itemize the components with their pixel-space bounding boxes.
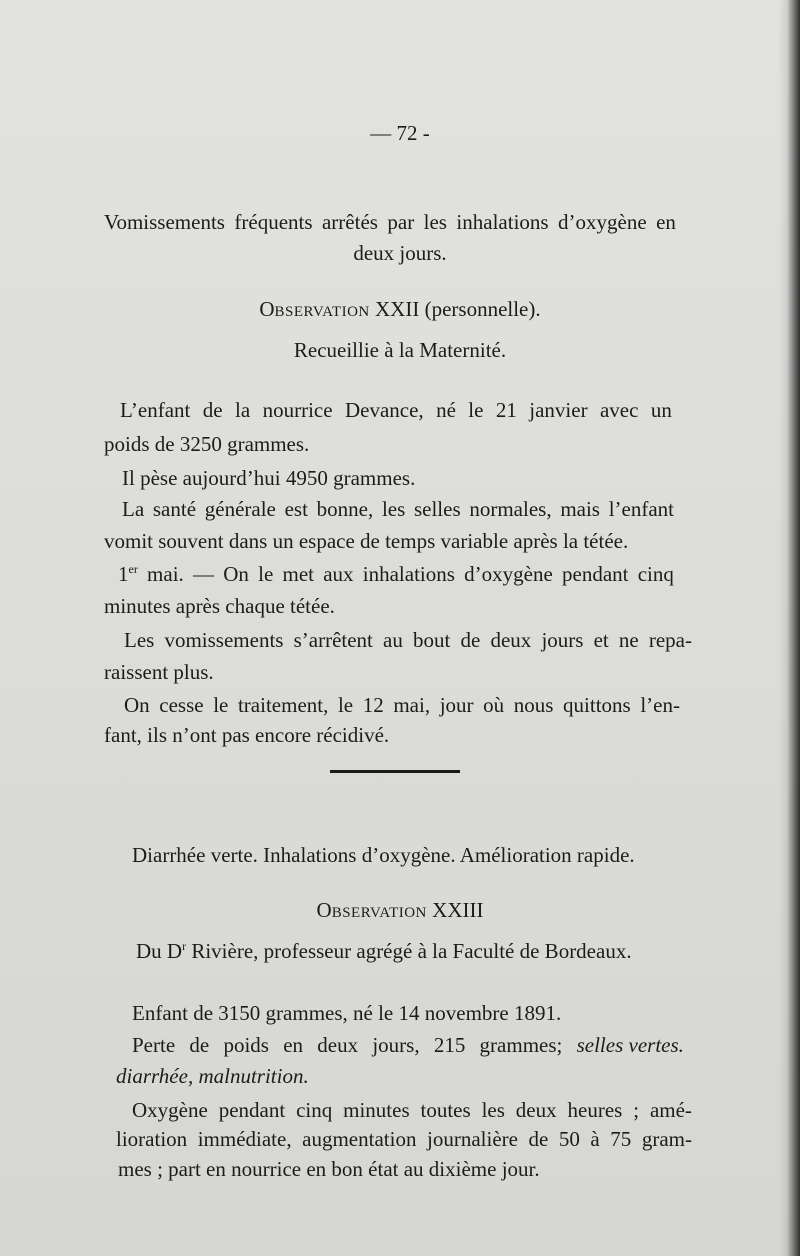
word: et: [593, 628, 609, 652]
word: de: [528, 1127, 549, 1151]
word: gram-: [641, 1127, 692, 1151]
section-divider: [330, 770, 460, 773]
obs22-p5-line1: [124, 627, 692, 653]
word: à: [590, 1127, 600, 1151]
word: Vomissements: [104, 210, 225, 234]
obs23-p2-line2: diarrhée, malnutrition.: [116, 1064, 309, 1088]
obs22-heading-line2: deux jours.: [353, 241, 447, 265]
word: La: [122, 497, 145, 521]
word: est: [284, 497, 308, 521]
obs22-p6-line2: fant, ils n’ont pas encore récidivé.: [104, 723, 390, 747]
word: heures: [567, 1098, 623, 1122]
word: la: [235, 398, 251, 422]
word: un: [650, 398, 672, 422]
word: pendant: [218, 1098, 286, 1122]
word: nourrice: [262, 398, 333, 422]
obs22-subtitle: Recueillie à la Maternité.: [293, 338, 507, 362]
word: d’oxygène: [558, 210, 647, 234]
word: selles: [413, 497, 461, 521]
obs22-p1-line1: [120, 397, 672, 423]
word: générale: [204, 497, 276, 521]
word: met: [282, 562, 314, 586]
obs22-p1-line2: poids de 3250 grammes.: [104, 432, 310, 456]
word: deux: [490, 628, 532, 652]
word: les: [481, 1098, 505, 1122]
obs23-subtitle: Du $D^r$ Rivière, professeur agrégé à la Faculté de Bordeaux.: [136, 939, 632, 963]
word: On: [223, 562, 249, 586]
word: jours,: [372, 1033, 420, 1057]
word: né: [436, 398, 456, 422]
word: deux: [515, 1098, 557, 1122]
obs22-p6-line1: [124, 692, 680, 718]
obs22-p3-line2: vomit souvent dans un espace de temps variable après la tétée.: [104, 529, 629, 553]
word: On: [124, 693, 150, 717]
word: poids: [223, 1033, 269, 1057]
obs22-title-rest: BSERVATION: [274, 304, 370, 320]
word: l’enfant: [608, 497, 674, 521]
word: mais: [560, 497, 600, 521]
word: par: [387, 210, 415, 234]
word: amé-: [649, 1098, 692, 1122]
obs22-p5-line2: raissent plus.: [104, 660, 214, 684]
word: nous: [513, 693, 554, 717]
obs23-p1-line1: Enfant de 3150 grammes, né le 14 novembre 1891.: [132, 1001, 562, 1025]
word: augmentation: [302, 1127, 417, 1151]
obs22-title-cap: O: [259, 297, 275, 321]
word: minutes: [343, 1098, 410, 1122]
word: le: [468, 398, 484, 422]
word: 50: [558, 1127, 580, 1151]
word: 12: [362, 693, 384, 717]
obs22-p4-line2: minutes après chaque tétée.: [104, 594, 335, 618]
word: Les: [124, 628, 155, 652]
word: inhalations: [456, 210, 549, 234]
word: de: [189, 1033, 210, 1057]
word: cinq: [296, 1098, 333, 1122]
word: santé: [152, 497, 197, 521]
obs22-p4-date: 1er: [118, 562, 138, 586]
word: L’enfant: [120, 398, 191, 422]
word: inhalations: [362, 562, 455, 586]
word: les: [381, 497, 406, 521]
word: 215: [433, 1033, 466, 1057]
obs22-p3-line1: [122, 496, 674, 522]
word: quittons: [563, 693, 631, 717]
word: pendant: [562, 562, 629, 586]
obs23-heading: Diarrhée verte. Inhalations d’oxygène. Amélioration rapide.: [132, 843, 635, 867]
obs22-p4-line1: [118, 561, 674, 587]
obs23-p3-line2: [116, 1126, 692, 1152]
word: 75: [610, 1127, 632, 1151]
word: jour: [439, 693, 474, 717]
word: mai,: [393, 693, 431, 717]
word: l’en-: [640, 693, 680, 717]
obs23-p3-line1: [132, 1097, 692, 1123]
word: ne: [618, 628, 639, 652]
word: en: [283, 1033, 304, 1057]
word: bonne,: [316, 497, 374, 521]
obs22-heading-line1: [104, 209, 676, 235]
word: 21: [495, 398, 517, 422]
obs22-number: XXII (personnelle).: [375, 297, 541, 321]
obs23-p2-italic: selles vertes.: [576, 1033, 684, 1057]
word: cesse: [159, 693, 204, 717]
obs23-title-cap: O: [316, 898, 332, 922]
obs23-p3-line3: mes ; part en nourrice en bon état au dixième jour.: [118, 1157, 540, 1181]
word: janvier: [529, 398, 588, 422]
word: cinq: [637, 562, 674, 586]
obs22-p2-line1: Il pèse aujourd’hui 4950 grammes.: [122, 466, 416, 490]
word: toutes: [420, 1098, 471, 1122]
word: grammes;: [479, 1033, 563, 1057]
obs23-title: [0, 897, 800, 926]
word: d’oxygène: [464, 562, 553, 586]
word: repa-: [648, 628, 692, 652]
word: journalière: [427, 1127, 518, 1151]
word: s’arrêtent: [293, 628, 373, 652]
word: de: [460, 628, 481, 652]
word: fréquents: [234, 210, 313, 234]
word: aux: [323, 562, 354, 586]
word: de: [202, 398, 223, 422]
word: normales,: [469, 497, 552, 521]
word: où: [483, 693, 505, 717]
word: —: [193, 562, 215, 586]
obs23-title-rest: BSERVATION: [331, 905, 427, 921]
word: jours: [541, 628, 584, 652]
word: arrêtés: [321, 210, 378, 234]
word: au: [383, 628, 403, 652]
word: traitement,: [237, 693, 329, 717]
word: Oxygène: [132, 1098, 208, 1122]
word: le: [258, 562, 274, 586]
word: Perte: [132, 1033, 176, 1057]
word: ;: [633, 1098, 640, 1122]
word: vomissements: [164, 628, 284, 652]
word: le: [337, 693, 354, 717]
obs23-p2-line1: [132, 1032, 684, 1058]
word: Devance,: [344, 398, 424, 422]
obs22-title: [0, 296, 800, 325]
word: bout: [413, 628, 451, 652]
word: immédiate,: [197, 1127, 292, 1151]
word: le: [213, 693, 229, 717]
page-number: — 72 -: [370, 121, 430, 145]
word: les: [423, 210, 447, 234]
word: mai.: [147, 562, 184, 586]
word: lioration: [116, 1127, 188, 1151]
obs23-number: XXIII: [432, 898, 484, 922]
page-edge-shadow: [778, 0, 800, 1256]
word: deux: [317, 1033, 359, 1057]
word: avec: [599, 398, 639, 422]
word: en: [656, 210, 676, 234]
